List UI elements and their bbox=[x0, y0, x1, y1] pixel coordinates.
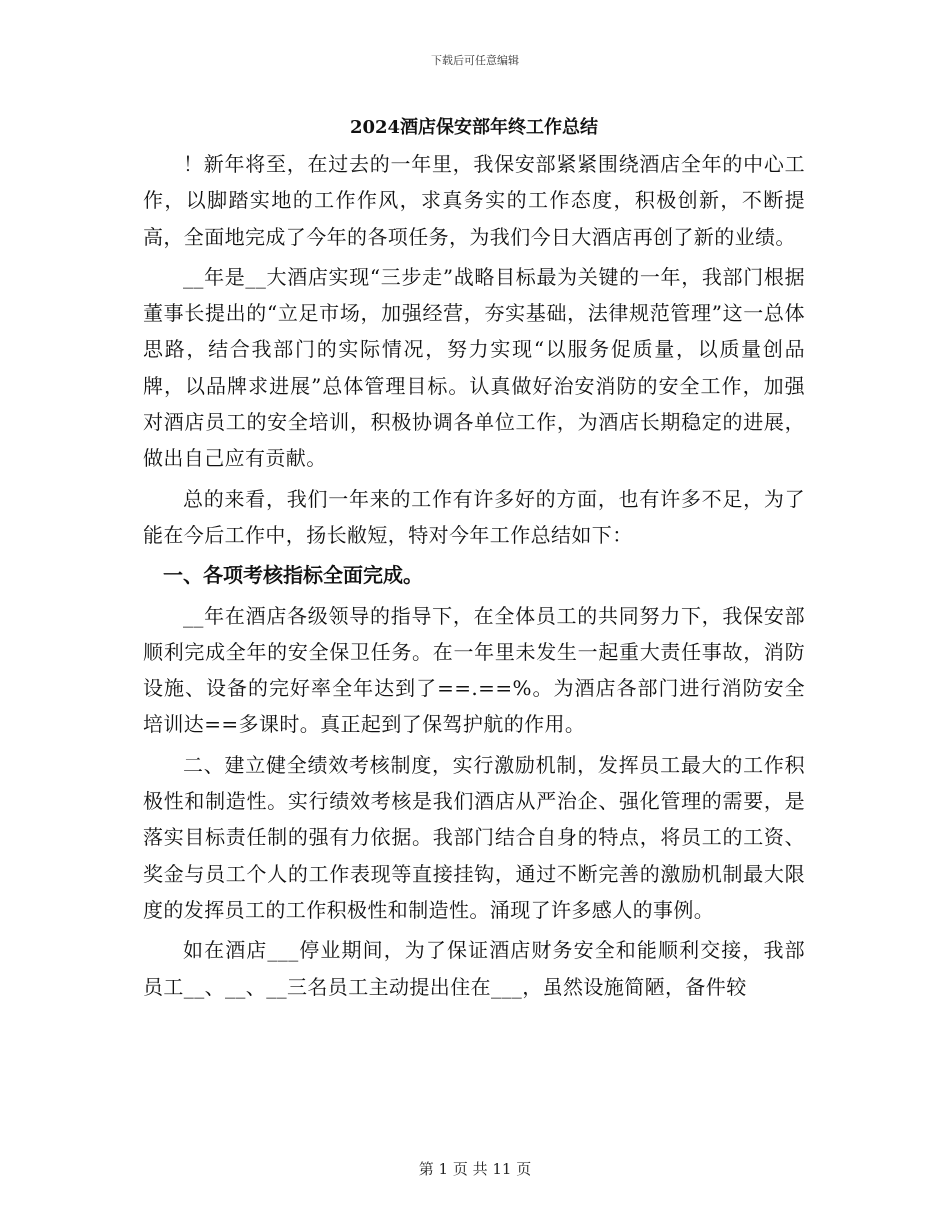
section-heading-1: 一、各项考核指标全面完成。 bbox=[163, 563, 423, 588]
paragraph-intro: ！新年将至，在过去的一年里，我保安部紧紧围绕酒店全年的中心工作，以脚踏实地的工作作风，求真务实的工作态度，积极创新，不断提高，全面地完成了今年的各项任务，为我们今日大酒店再创了新的业绩。 bbox=[143, 152, 805, 249]
paragraph-overview: 总的来看，我们一年来的工作有许多好的方面，也有许多不足，为了能在今后工作中，扬长敝短，特对今年工作总结如下： bbox=[143, 486, 805, 547]
page-number: 第 1 页 共 11 页 bbox=[418, 1160, 532, 1178]
header-note: 下载后可任意编辑 bbox=[431, 54, 519, 67]
document-title: 2024酒店保安部年终工作总结 bbox=[349, 117, 599, 138]
paragraph-strategy: __年是__大酒店实现“三步走”战略目标最为关键的一年，我部门根据董事长提出的“立足市场，加强经营，夯实基础，法律规范管理”这一总体思路，结合我部门的实际情况，努力实现“以服务促质量，以质量创品牌，以品牌求进展”总体管理目标。认真做好治安消防的安全工作，加强对酒店员工的安全培训，积极协调各单位工作，为酒店长期稳定的进展，做出自己应有贡献。 bbox=[143, 264, 805, 471]
paragraph-assessment: __年在酒店各级领导的指导下，在全体员工的共同努力下，我保安部顺利完成全年的安全保卫任务。在一年里未发生一起重大责任事故，消防设施、设备的完好率全年达到了==.==%。为酒店各部门进行消防安全培训达==多课时。真正起到了保驾护航的作用。 bbox=[143, 603, 805, 737]
paragraph-example: 如在酒店___停业期间，为了保证酒店财务安全和能顺利交接，我部员工__、__、__三名员工主动提出住在___，虽然设施简陋，备件较 bbox=[143, 938, 805, 999]
document-body bbox=[143, 112, 805, 1009]
paragraph-performance-system: 二、建立健全绩效考核制度，实行激励机制，发挥员工最大的工作积极性和制造性。实行绩效考核是我们酒店从严治企、强化管理的需要，是落实目标责任制的强有力依据。我部门结合自身的特点，将员工的工资、奖金与员工个人的工作表现等直接挂钩，通过不断完善的激励机制最大限度的发挥员工的工作积极性和制造性。涌现了许多感人的事例。 bbox=[143, 752, 805, 922]
